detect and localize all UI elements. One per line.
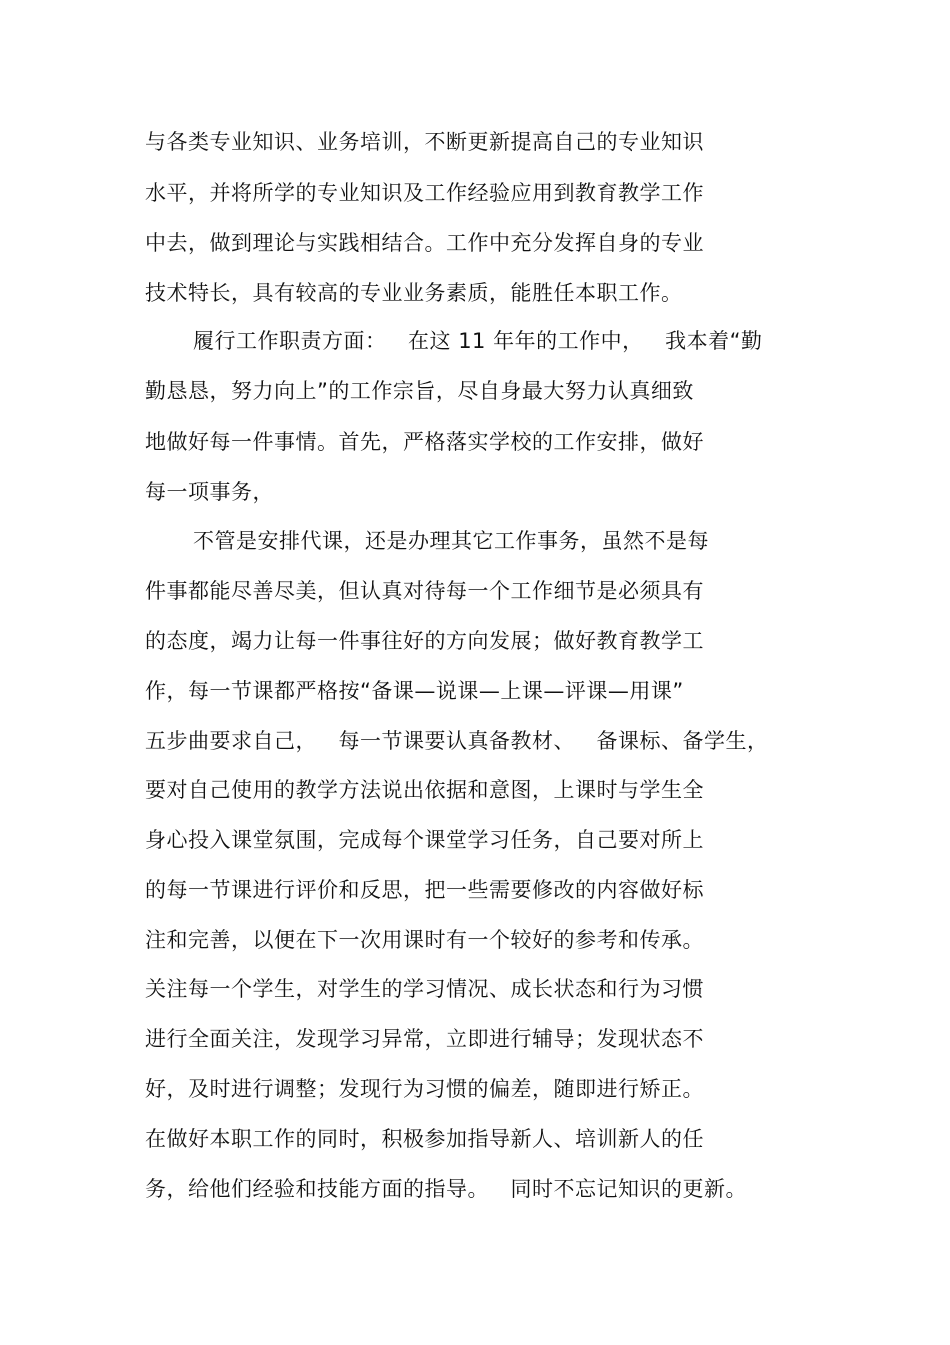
- text-line: 每一项事务，: [145, 480, 274, 504]
- paragraph-start-line: 不管是安排代课，还是办理其它工作事务，虽然不是每: [193, 529, 709, 553]
- paragraph-start-line: 履行工作职责方面： 在这 11 年年的工作中， 我本着“勤: [193, 329, 763, 353]
- text-line: 地做好每一件事情。首先，严格落实学校的工作安排，做好: [145, 430, 704, 454]
- text-line: 在做好本职工作的同时，积极参加指导新人、培训新人的任: [145, 1127, 704, 1151]
- text-line: 的每一节课进行评价和反思，把一些需要修改的内容做好标: [145, 878, 704, 902]
- text-line: 五步曲要求自己， 每一节课要认真备教材、 备课标、备学生，: [145, 729, 769, 753]
- text-line: 的态度，竭力让每一件事往好的方向发展；做好教育教学工: [145, 629, 704, 653]
- text-line: 中去，做到理论与实践相结合。工作中充分发挥自身的专业: [145, 231, 704, 255]
- text-line: 身心投入课堂氛围，完成每个课堂学习任务，自己要对所上: [145, 828, 704, 852]
- text-line: 技术特长，具有较高的专业业务素质，能胜任本职工作。: [145, 281, 683, 305]
- text-line: 注和完善，以便在下一次用课时有一个较好的参考和传承。: [145, 928, 704, 952]
- text-line: 作，每一节课都严格按“备课—说课—上课—评课—用课”: [145, 679, 684, 703]
- text-line: 与各类专业知识、业务培训，不断更新提高自己的专业知识: [145, 130, 704, 154]
- text-line: 好，及时进行调整；发现行为习惯的偏差，随即进行矫正。: [145, 1077, 704, 1101]
- text-line: 勤恳恳，努力向上”的工作宗旨，尽自身最大努力认真细致: [145, 379, 694, 403]
- text-line: 进行全面关注，发现学习异常，立即进行辅导；发现状态不: [145, 1027, 704, 1051]
- text-line: 要对自己使用的教学方法说出依据和意图，上课时与学生全: [145, 778, 704, 802]
- text-line: 关注每一个学生，对学生的学习情况、成长状态和行为习惯: [145, 977, 704, 1001]
- text-line: 水平，并将所学的专业知识及工作经验应用到教育教学工作: [145, 181, 704, 205]
- text-line: 件事都能尽善尽美，但认真对待每一个工作细节是必须具有: [145, 579, 704, 603]
- text-line: 务，给他们经验和技能方面的指导。 同时不忘记知识的更新。: [145, 1177, 748, 1201]
